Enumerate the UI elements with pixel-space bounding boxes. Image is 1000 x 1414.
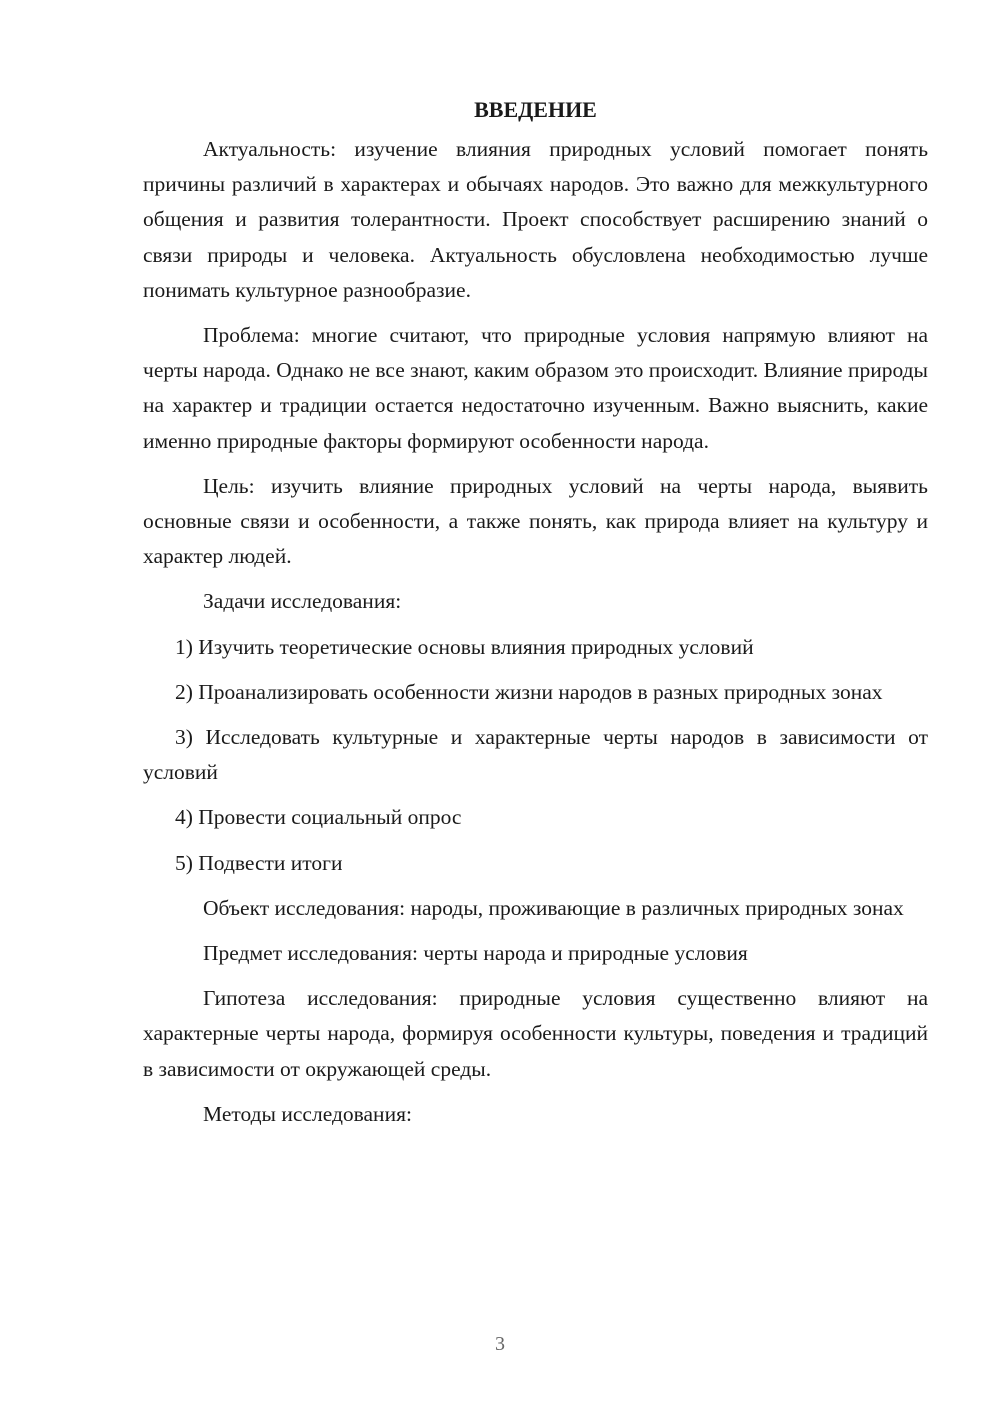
task-item-3: 3) Исследовать культурные и характерные черты народов в зависимости от условий	[143, 725, 928, 785]
task-item-1: 1) Изучить теоретические основы влияния природных условий	[175, 634, 754, 659]
page-number: 3	[495, 1333, 505, 1355]
tasks-heading: Задачи исследования:	[203, 589, 402, 614]
relevance-paragraph: Актуальность: изучение влияния природных условий помогает понять причины различий в характерах и обычаях народов. Это важно для межкультурного общения и развития толерантности. Проект способствует расширению знаний о связи природы и человека. Актуальность обусловлена необходимостью лучше понимать культурное разнообразие.	[143, 137, 928, 302]
hypothesis-paragraph: Гипотеза исследования: природные условия существенно влияют на характерные черты народа, формируя особенности культуры, поведения и традиций в зависимости от окружающей среды.	[143, 986, 928, 1081]
subject-paragraph: Предмет исследования: черты народа и природные условия	[203, 941, 748, 966]
task-item-4: 4) Провести социальный опрос	[175, 805, 462, 830]
problem-paragraph: Проблема: многие считают, что природные условия напрямую влияют на черты народа. Однако не все знают, каким образом это происходит. Влияние природы на характер и традиции остается недостаточно изученным. Важно выяснить, какие именно природные факторы формируют особенности народа.	[143, 323, 928, 453]
task-item-2: 2) Проанализировать особенности жизни народов в разных природных зонах	[175, 679, 883, 704]
task-item-5: 5) Подвести итоги	[175, 850, 343, 875]
document-page	[143, 92, 928, 1132]
section-title: ВВЕДЕНИЕ	[474, 97, 597, 122]
object-paragraph: Объект исследования: народы, проживающие в различных природных зонах	[203, 895, 904, 920]
methods-paragraph: Методы исследования:	[203, 1101, 412, 1126]
goal-paragraph: Цель: изучить влияние природных условий на черты народа, выявить основные связи и особенности, а также понять, как природа влияет на культуру и характер людей.	[143, 473, 928, 569]
